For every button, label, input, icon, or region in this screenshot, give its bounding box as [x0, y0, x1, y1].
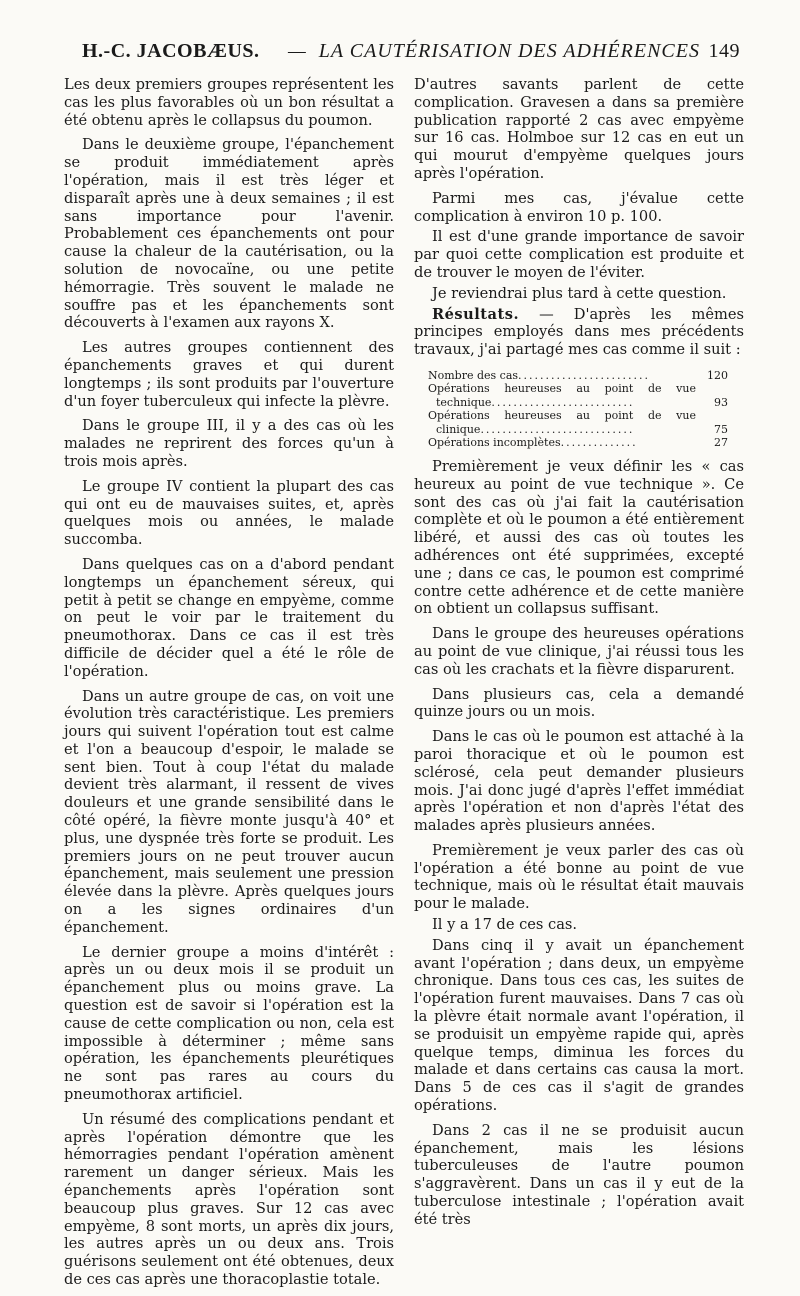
paragraph: Dans un autre groupe de cas, on voit une évolution très caractéristique. Les premiers jours qui suivent l'opération tout est calme et l'on a beaucoup d'espoir, le malade se sent bien. Tout à coup l'état du malade devient très alarmant, il ressent de vives douleurs et une grande sensibilité dans le côté opéré, la fièvre monte jusqu'à 40° et plus, une dyspnée très forte se produit. Les premiers jours on ne peut trouver aucun épanchement, mais seulement une pression élevée dans la plèvre. Après quelques jours on a les signes ordinaires d'un épanchement. — [64, 687, 394, 936]
paragraph: Dans le deuxième groupe, l'épanchement se produit immédiatement après l'opération, mais il est très léger et disparaît après une à deux semaines ; il est sans importance pour l'avenir. Probablement ces épanchements ont pour cause la chaleur de la cautérisation, ou la solution de novocaïne, ou une petite hémorragie. Très souvent le malade ne souffre pas et les épanchements sont découverts à l'examen aux rayons X. — [64, 136, 394, 332]
stat-label: Opérations heureuses au point de vue clinique — [428, 409, 696, 436]
header-author: H.-C. JACOBÆUS. — [82, 40, 260, 62]
paragraph: Dans 2 cas il ne se produisit aucun épanchement, mais les lésions tuberculeuses de l'autre poumon s'aggravèrent. Dans un cas il y eut de la tuberculose intestinale ; l'opération avait été très — [414, 1121, 744, 1228]
table-row — [428, 369, 728, 383]
paragraph: Dans le groupe des heureuses opérations au point de vue clinique, j'ai réussi tous les cas où les crachats et la fièvre disparurent. — [414, 625, 744, 678]
paragraph: Dans le cas où le poumon est attaché à la paroi thoracique et où le poumon est sclérosé, cela peut demander plusieurs mois. J'ai donc jugé d'après l'effet immédiat après l'opération et non d'après l'état des malades après plusieurs années. — [414, 728, 744, 835]
dot-leader: ............................ — [480, 422, 635, 436]
paragraph: Les deux premiers groupes représentent les cas les plus favorables où un bon résultat a été obtenu après le collapsus du poumon. — [64, 76, 394, 129]
results-text: — D'après les mêmes principes employés dans mes précédents travaux, j'ai partagé mes cas comme il suit : — [414, 305, 744, 359]
stat-value: 120 — [707, 368, 728, 382]
dot-leader: .......................... — [491, 395, 635, 409]
paragraph: Premièrement je veux parler des cas où l'opération a été bonne au point de vue technique, mais où le résultat était mauvais pour le malade. — [414, 841, 744, 913]
paragraph: Parmi mes cas, j'évalue cette complication à environ 10 p. 100. — [414, 189, 744, 225]
stat-value: 27 — [714, 436, 728, 450]
paragraph: Il y a 17 de ces cas. — [432, 916, 578, 934]
paragraph: Il est d'une grande importance de savoir par quoi cette complication est produite et de trouver le moyen de l'éviter. — [414, 228, 744, 281]
results-label: Résultats. — [432, 305, 520, 323]
left-column — [64, 76, 394, 1296]
table-row — [428, 382, 728, 409]
paragraph: Dans plusieurs cas, cela a demandé quinze jours ou un mois. — [414, 685, 744, 721]
dot-leader: .............. — [560, 436, 638, 450]
paragraph: Je reviendrai plus tard à cette question. — [432, 284, 727, 302]
dot-leader: ........................ — [518, 368, 650, 382]
header-title-text: LA CAUTÉRISATION DES ADHÉRENCES — [318, 40, 700, 62]
paragraph: Les autres groupes contiennent des épanchements graves et qui durent longtemps ; ils sont produits par l'ouverture d'un foyer tuberculeux qui infecte la plèvre. — [64, 339, 394, 410]
paragraph: Un résumé des complications pendant et après l'opération démontre que les hémorragies pendant l'opération amènent rarement un danger sérieux. Mais les épanchements après l'opération sont beaucoup plus graves. Sur 12 cas avec empyème, 8 sont morts, un après dix jours, les autres après un ou deux ans. Trois guérisons seulement ont été obtenues, deux de ces cas après une thoracoplastie totale. — [64, 1110, 394, 1288]
header-title — [288, 40, 700, 63]
paragraph: Premièrement je veux définir les « cas heureux au point de vue technique ». Ce sont des cas où j'ai fait la cautérisation complète et où le poumon a été entièrement libéré, et aussi des cas où toutes les adhérences ont été supprimées, excepté une ; dans ce cas, le poumon est comprimé contre cette adhérence et de cette manière on obtient un collapsus suffisant. — [414, 457, 744, 618]
paragraph: Le dernier groupe a moins d'intérêt : après un ou deux mois il se produit un épanchement plus ou moins grave. La question est de savoir si l'opération est la cause de cette complication ou non, cela est impossible à déterminer ; même sans opération, les épanchements pleurétiques ne sont pas rares au cours du pneumothorax artificiel. — [64, 943, 394, 1104]
paragraph: Dans quelques cas on a d'abord pendant longtemps un épanchement séreux, qui petit à petit se change en empyème, comme on peut le voir par le traitement du pneumothorax. Dans ce cas il est très difficile de décider quel a été le rôle de l'opération. — [64, 555, 394, 680]
stat-value: 75 — [714, 422, 728, 436]
statistics-table — [428, 369, 728, 450]
table-row — [428, 409, 728, 436]
paragraph: Dans le groupe III, il y a des cas où les malades ne reprirent des forces qu'un à trois mois après. — [64, 417, 394, 470]
stat-value: 93 — [714, 395, 728, 409]
header-dash: — — [288, 40, 307, 62]
right-column — [414, 76, 744, 1236]
paragraph: Dans cinq il y avait un épanchement avant l'opération ; dans deux, un empyème chronique. Dans tous ces cas, les suites de l'opération furent mauvaises. Dans 7 cas où la plèvre était normale avant l'opération, il se produisit un empyème rapide qui, après quelque temps, diminua les forces du malade et dans certains cas causa la mort. Dans 5 de ces cas il s'agit de grandes opérations. — [414, 936, 744, 1115]
stat-label: Opérations incomplètes — [428, 436, 561, 450]
paragraph: D'autres savants parlent de cette complication. Gravesen a dans sa première publication rapporté 2 cas avec empyème sur 16 cas. Holmboe sur 12 cas en eut un qui mourut d'empyème quelques jours après l'opération. — [414, 76, 744, 182]
paragraph: Le groupe IV contient la plupart des cas qui ont eu de mauvaises suites, et, après quelques mois ou années, le malade succomba. — [64, 477, 394, 549]
stat-label: Nombre des cas — [428, 368, 519, 382]
running-header — [64, 40, 740, 70]
stat-label: Opérations heureuses au point de vue technique — [428, 382, 696, 409]
table-row — [428, 436, 728, 450]
page-number: 149 — [708, 40, 740, 62]
results-paragraph — [414, 306, 744, 359]
